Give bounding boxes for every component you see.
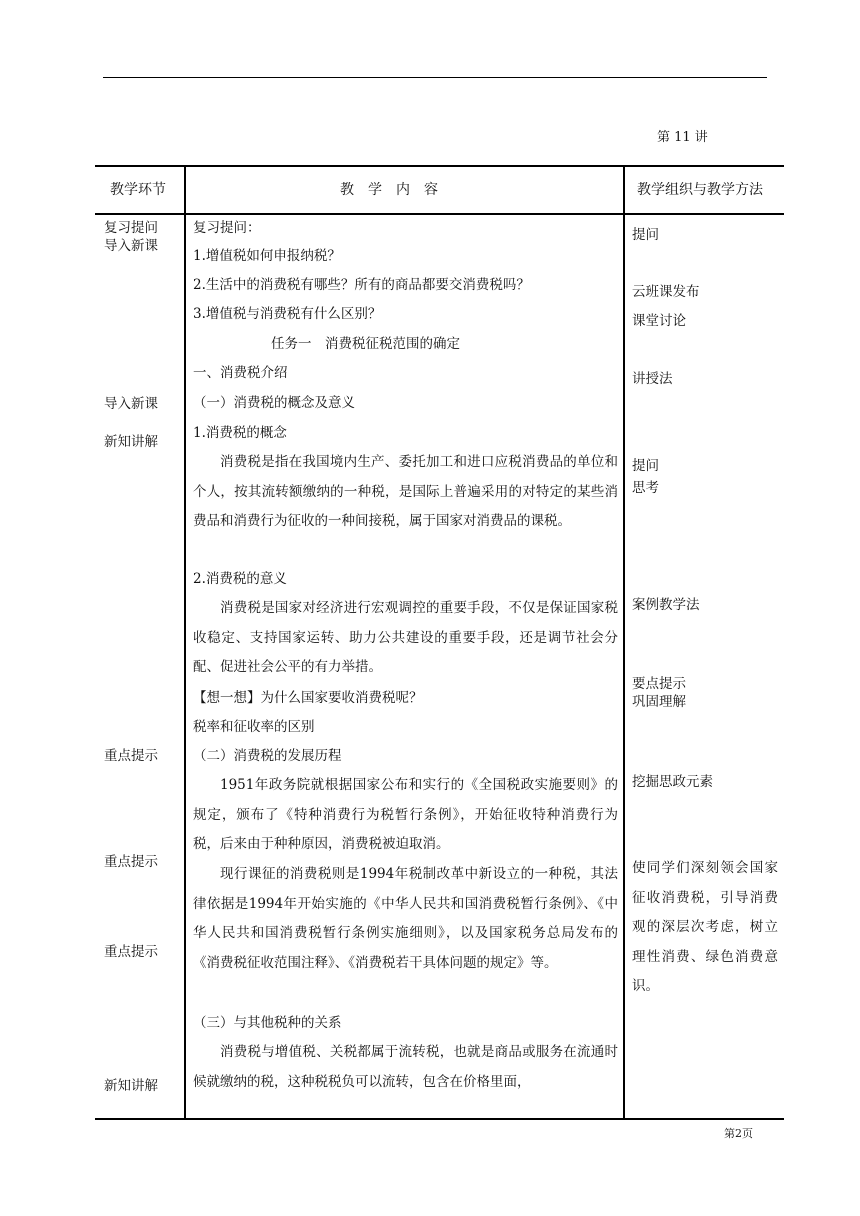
paragraph-concept: 消费税是指在我国境内生产、委托加工和进口应税消费品的单位和个人，按其流转额缴纳的一种税，是国际上普遍采用的对特定的某些消费品和消费行为征收的一种间接税，属于国家对消费品的课税。 <box>193 454 618 529</box>
column-divider-2 <box>623 165 625 1120</box>
column-divider-1 <box>184 165 186 1120</box>
method-key-points: 要点提示 <box>632 676 686 692</box>
paragraph-significance: 消费税是国家对经济进行宏观调控的重要手段，不仅是保证国家税收稳定、支持国家运转、助力公共建设的重要手段，还是调节社会分配、促进社会公平的有力举措。 <box>193 600 618 675</box>
method-ideology: 挖掘思政元素 <box>632 774 713 790</box>
table-header-border <box>95 213 784 215</box>
method-think: 思考 <box>632 480 659 496</box>
step-new-knowledge: 新知讲解 <box>104 434 158 450</box>
step-review: 复习提问 <box>104 220 158 236</box>
question-1: 1.增值税如何申报纳税？ <box>193 248 341 264</box>
header-rule <box>103 77 767 78</box>
subsection-2-title: （二）消费税的发展历程 <box>193 748 342 764</box>
page-number: 第2页 <box>724 1127 753 1140</box>
item-1-title: 1.消费税的概念 <box>193 425 287 441</box>
question-3: 3.增值税与消费税有什么区别？ <box>193 306 382 322</box>
review-title: 复习提问： <box>193 220 261 236</box>
section-1-title: 一、消费税介绍 <box>193 365 288 381</box>
step-key-point-1: 重点提示 <box>104 748 158 764</box>
step-key-point-3: 重点提示 <box>104 944 158 960</box>
method-question-2: 提问 <box>632 458 659 474</box>
item-2-title: 2.消费税的意义 <box>193 571 287 587</box>
paragraph-relation: 消费税与增值税、关税都属于流转税，也就是商品或服务在流通时候就缴纳的税，这种税税负可以流转，包含在价格里面， <box>193 1044 618 1090</box>
task-title: 任务一 消费税征税范围的确定 <box>271 336 460 352</box>
step-intro-2: 导入新课 <box>104 396 158 412</box>
paragraph-history-1951: 1951年政务院就根据国家公布和实行的《全国税政实施要则》的规定，颁布了《特种消费行为税暂行条例》，开始征收特种消费行为税，后来由于种种原因，消费税被迫取消。 <box>193 777 618 852</box>
paragraph-history-1994: 现行课征的消费税则是1994年税制改革中新设立的一种税，其法律依据是1994年开始实施的《中华人民共和国消费税暂行条例》、《中华人民共和国消费税暂行条例实施细则》，以及国家税务总局发布的《消费税征收范围注释》、《消费税若干具体问题的规定》等。 <box>193 866 618 971</box>
table-bottom-border <box>95 1118 784 1120</box>
subsection-3-title: （三）与其他税种的关系 <box>193 1015 342 1031</box>
method-discussion: 课堂讨论 <box>632 313 686 329</box>
col-header-content: 教 学 内 容 <box>340 182 438 198</box>
col-header-method: 教学组织与教学方法 <box>637 182 763 198</box>
table-top-border <box>95 165 784 167</box>
col-header-step: 教学环节 <box>110 182 166 198</box>
step-intro: 导入新课 <box>104 238 158 254</box>
method-lecture: 讲授法 <box>632 371 673 387</box>
lecture-number: 第 11 讲 <box>657 130 708 145</box>
method-cloud-class: 云班课发布 <box>632 284 700 300</box>
method-case-study: 案例教学法 <box>632 597 700 613</box>
subsection-1-title: （一）消费税的概念及意义 <box>193 395 355 411</box>
step-new-knowledge-2: 新知讲解 <box>104 1078 158 1094</box>
method-question: 提问 <box>632 227 659 243</box>
rate-difference: 税率和征收率的区别 <box>193 719 315 735</box>
step-key-point-2: 重点提示 <box>104 854 158 870</box>
think-prompt: 【想一想】为什么国家要收消费税呢？ <box>193 690 423 706</box>
question-2: 2.生活中的消费税有哪些？所有的商品都要交消费税吗？ <box>193 277 530 293</box>
method-ideology-description: 使同学们深刻领会国家征收消费税，引导消费观的深层次考虑，树立理性消费、绿色消费意识。 <box>632 860 778 994</box>
method-consolidate: 巩固理解 <box>632 694 686 710</box>
